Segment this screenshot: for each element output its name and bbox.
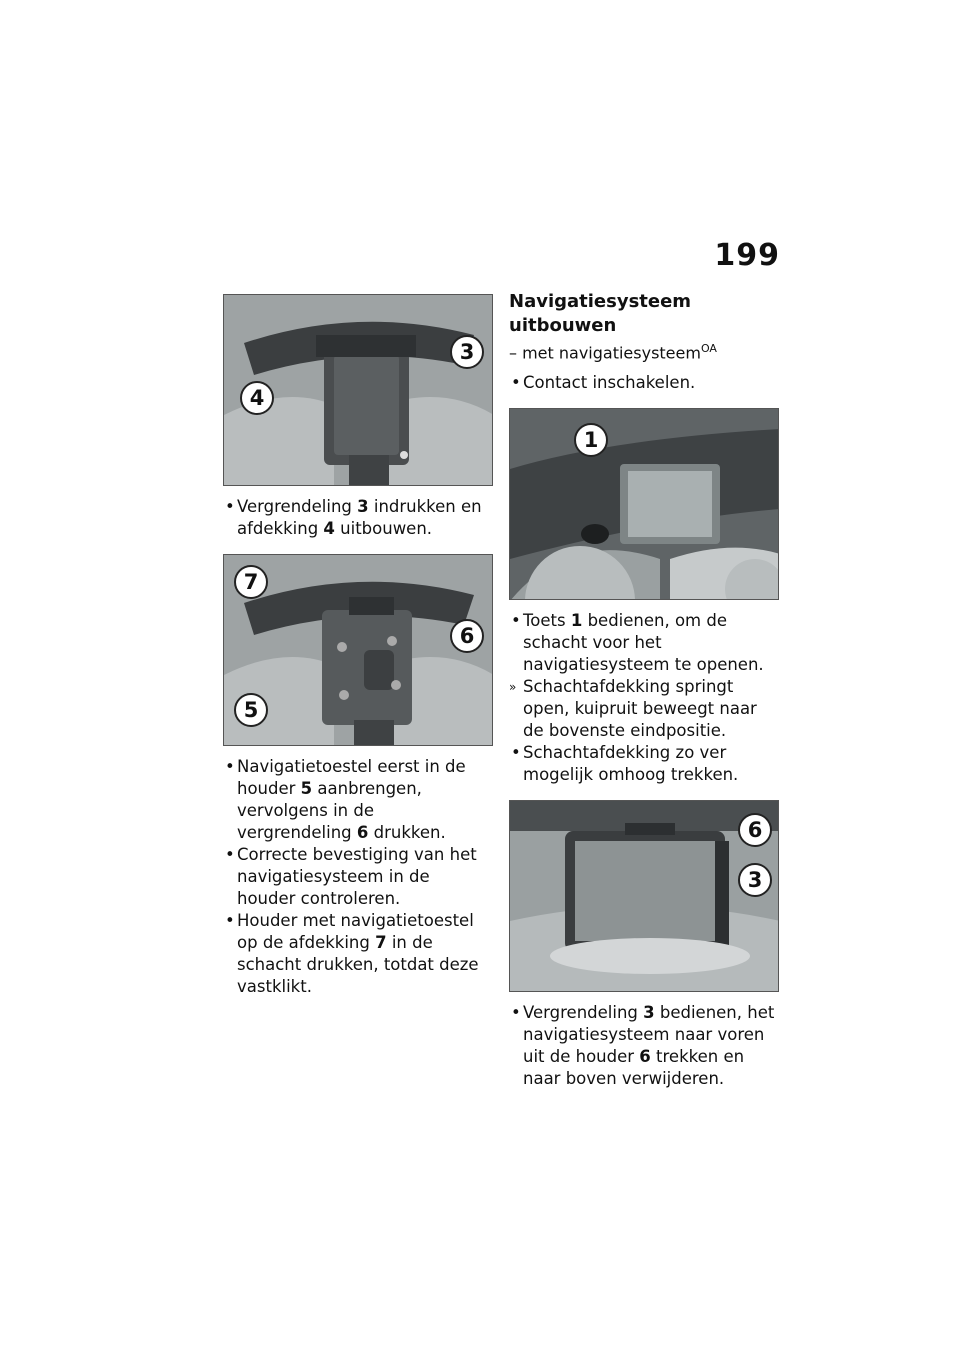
list-item: • Navigatietoestel eerst in de houder 5 aanbrengen, vervolgens in de vergrendeling 6 drukken. xyxy=(223,756,493,844)
callout-7: 7 xyxy=(234,565,268,599)
callout-6: 6 xyxy=(738,813,772,847)
section-subtitle: – met navigatiesysteem$^{OA}$ xyxy=(509,342,717,363)
list-item: • Vergrendeling 3 bedienen, het navigatiesysteem naar voren uit de houder 6 trekken en naar boven verwijderen. xyxy=(509,1002,779,1090)
steps-ignition xyxy=(509,372,779,394)
option-marker: OA xyxy=(700,342,717,355)
list-item: • Schachtafdekking zo ver mogelijk omhoog trekken. xyxy=(509,742,779,786)
page-number: 199 xyxy=(714,238,780,273)
list-item: • Correcte bevestiging van het navigatiesysteem in de houder controleren. xyxy=(223,844,493,910)
right-column xyxy=(509,290,779,1090)
list-item: • Toets 1 bedienen, om de schacht voor het navigatiesysteem te openen. xyxy=(509,610,779,676)
callout-6: 6 xyxy=(450,619,484,653)
list-item: • Vergrendeling 3 indrukken en afdekking 4 uitbouwen. xyxy=(223,496,493,540)
list-item: • Contact inschakelen. xyxy=(509,372,779,394)
figure-device-mounting xyxy=(223,554,493,746)
photo-button-open xyxy=(510,409,779,600)
callout-3: 3 xyxy=(450,335,484,369)
callout-1: 1 xyxy=(574,423,608,457)
figure-button-open xyxy=(509,408,779,600)
steps-button-open xyxy=(509,610,779,786)
figure-device-removal xyxy=(509,800,779,992)
steps-device-removal xyxy=(509,1002,779,1090)
left-column xyxy=(223,294,493,998)
callout-5: 5 xyxy=(234,693,268,727)
section-title: Navigatiesysteem uitbouwen xyxy=(509,291,692,336)
list-item: • Houder met navigatietoestel op de afdekking 7 in de schacht drukken, totdat deze vastklikt. xyxy=(223,910,493,998)
list-item-result: » Schachtafdekking springt open, kuipruit beweegt naar de bovenste eindpositie. xyxy=(509,676,779,742)
steps-cover-removal xyxy=(223,496,493,540)
callout-4: 4 xyxy=(240,381,274,415)
figure-cover-removal xyxy=(223,294,493,486)
callout-3: 3 xyxy=(738,863,772,897)
steps-device-mounting xyxy=(223,756,493,998)
